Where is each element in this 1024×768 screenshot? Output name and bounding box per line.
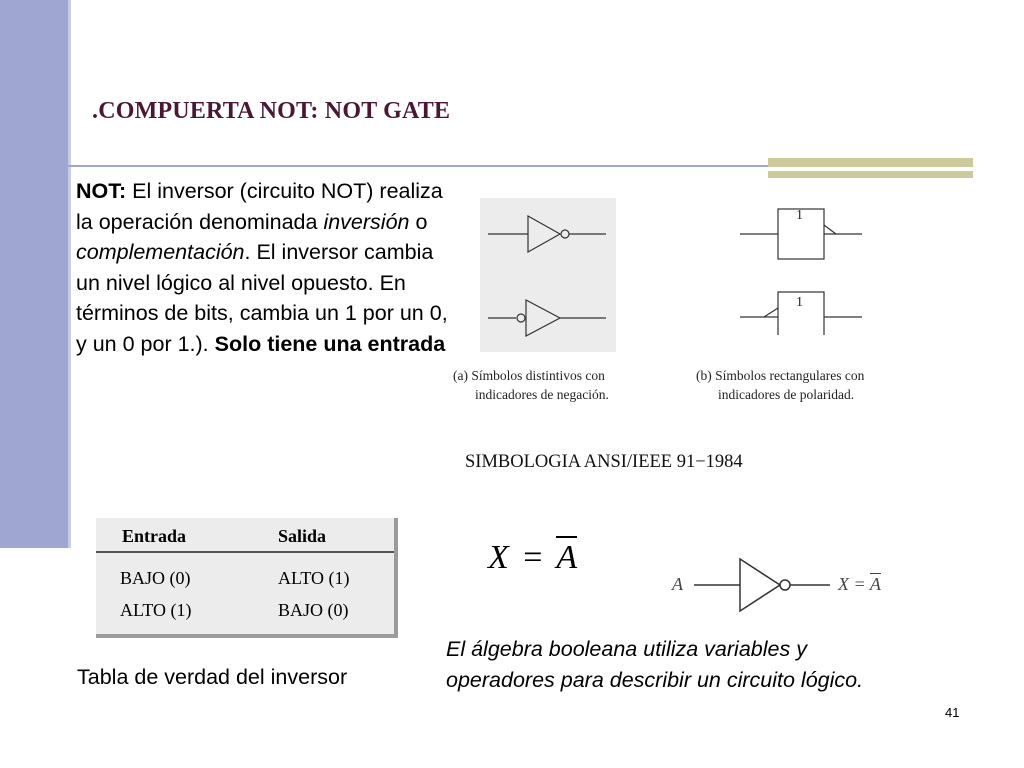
sidebar-band [0, 0, 68, 548]
formula-eq: = [523, 539, 543, 576]
formula-rhs: A [556, 536, 577, 576]
truth-table [96, 518, 398, 638]
truth-cell: BAJO (0) [120, 568, 191, 588]
truth-header-rule [96, 551, 394, 553]
boolean-formula [488, 538, 577, 578]
standard-label: SIMBOLOGIA ANSI/IEEE 91−1984 [465, 452, 743, 472]
intro-lead: NOT: [76, 179, 127, 203]
not-gate-distinctive-icons [480, 198, 616, 352]
intro-text-2: o [409, 209, 428, 234]
intro-text-3: . El inversor cambia un nivel lógico al nivel opuesto. En términos de bits, cambia un 1 por un 0, y un 0 por 1.). [76, 240, 448, 356]
formula-lhs: X [488, 539, 509, 576]
gate-input-label: A [672, 574, 683, 594]
accent-bar [768, 158, 973, 180]
intro-italic-2: complementación [76, 240, 245, 264]
intro-paragraph [76, 176, 448, 359]
truth-cell: ALTO (1) [278, 568, 350, 588]
intro-italic-1: inversión [323, 209, 410, 234]
truth-header-output: Salida [278, 526, 327, 546]
sidebar-edge [68, 0, 71, 548]
truth-cell: ALTO (1) [120, 600, 192, 620]
page-number: 41 [945, 705, 960, 720]
rect-label-1: 1 [796, 208, 803, 223]
distinctive-symbols-panel [480, 198, 616, 352]
truth-header-input: Entrada [122, 526, 187, 546]
slide-title: .COMPUERTA NOT: NOT GATE [92, 98, 451, 124]
title-underline [42, 165, 810, 167]
rect-label-2: 1 [796, 295, 803, 310]
boolean-description: El álgebra booleana utiliza variables y operadores para describir un circuito lógico. [446, 637, 864, 692]
truth-cell: BAJO (0) [278, 600, 349, 620]
truth-table-caption: Tabla de verdad del inversor [77, 665, 348, 689]
gate-output-label: X = A [838, 574, 881, 594]
intro-bold-end: Solo tiene una entrada [214, 331, 446, 356]
caption-a: (a) Símbolos distintivos con indicadores de negación. [453, 368, 609, 402]
not-gate-icon [692, 556, 834, 616]
caption-b: (b) Símbolos rectangulares con indicadores de polaridad. [696, 368, 865, 402]
intro-text-1: El inversor (circuito NOT) realiza la operación denominada [76, 179, 443, 234]
